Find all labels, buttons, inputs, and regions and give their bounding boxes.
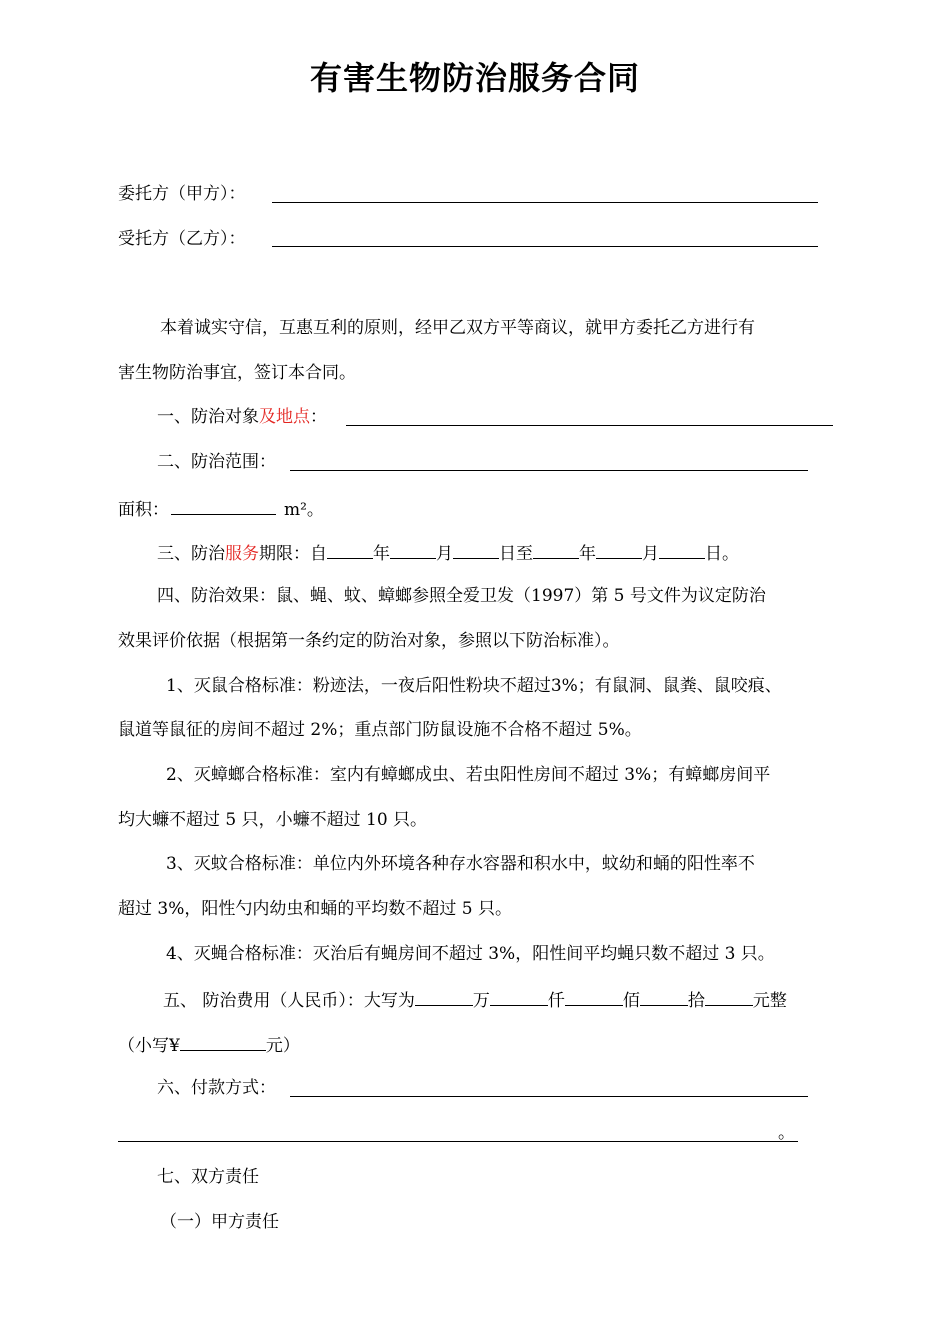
item6-row [157,1077,276,1099]
item6-blank[interactable] [290,1096,808,1097]
fee-small-label: （小写¥ [118,1036,180,1056]
area-blank[interactable] [171,496,276,515]
end-year-label: 年 [579,544,596,564]
item6-end-mark: 。 [778,1123,795,1143]
item7-heading: 七、双方责任 [157,1167,259,1187]
item3-row [157,540,739,565]
area-row [118,496,324,521]
party-a-blank[interactable] [272,202,818,203]
item1-label-colon: ： [310,407,327,427]
item1-row [157,406,327,428]
party-b-label: 受托方（乙方）： [118,229,246,249]
fee-shi-blank[interactable] [640,987,688,1006]
intro-paragraph-line2: 害生物防治事宜，签订本合同。 [118,363,356,383]
party-b-blank[interactable] [272,246,818,247]
standard-cockroach-line1: 2、灭蟑螂合格标准：室内有蟑螂成虫、若虫阳性房间不超过 3%；有蟑螂房间平 [166,765,771,785]
standard-mosquito-line2: 超过 3%，阳性勺内幼虫和蛹的平均数不超过 5 只。 [118,899,512,919]
end-month-blank[interactable] [596,540,642,559]
fee-bai-label: 佰 [622,991,640,1011]
end-month-label: 月 [642,544,659,564]
area-label: 面积： [118,500,169,520]
party-b-row [118,228,246,250]
start-month-blank[interactable] [390,540,436,559]
fee-qian-label: 仟 [547,991,565,1011]
item2-label: 二、防治范围： [157,452,276,472]
area-unit: m²。 [284,500,324,520]
item4-line2: 效果评价依据（根据第一条约定的防治对象，参照以下防治标准）。 [118,631,620,651]
end-day-label: 日。 [705,544,739,564]
fee-wan-blank[interactable] [415,987,473,1006]
standard-fly-line: 4、灭蝇合格标准：灭治后有蝇房间不超过 3%，阳性间平均蝇只数不超过 3 只。 [166,944,775,964]
item2-blank[interactable] [290,470,808,471]
item3-label-highlight: 服务 [225,544,259,564]
intro-paragraph-line1: 本着诚实守信，互惠互利的原则，经甲乙双方平等商议，就甲方委托乙方进行有 [160,318,755,338]
item3-label: 三、防治 [157,544,225,564]
fee-yuan-blank[interactable] [705,987,753,1006]
document-title: 有害生物防治服务合同 [309,59,640,97]
standard-cockroach-line2: 均大蠊不超过 5 只，小蠊不超过 10 只。 [118,810,428,830]
start-year-label: 年 [373,544,390,564]
fee-wan-label: 万 [472,991,490,1011]
fee-bai-blank[interactable] [565,987,623,1006]
item7-subheading-party-a: （一）甲方责任 [160,1212,279,1232]
item1-blank[interactable] [346,425,833,426]
fee-yuan-label: 元整 [752,991,787,1011]
item1-label-highlight: 及地点 [259,407,310,427]
fee-small-blank[interactable] [180,1032,266,1051]
fee-shi-label: 拾 [687,991,705,1011]
start-month-label: 月 [436,544,453,564]
item5-label: 五、 防治费用（人民币）：大写为 [163,991,415,1011]
end-day-blank[interactable] [659,540,705,559]
item6-blank-line2[interactable] [118,1141,798,1142]
item5-small-row [118,1032,300,1057]
party-a-row [118,183,246,205]
start-day-label: 日至 [499,544,533,564]
end-year-blank[interactable] [533,540,579,559]
start-day-blank[interactable] [453,540,499,559]
item2-row [157,451,276,473]
standard-rodent-line2: 鼠道等鼠征的房间不超过 2%；重点部门防鼠设施不合格不超过 5%。 [118,720,642,740]
fee-small-unit: 元） [265,1036,300,1056]
standard-rodent-line1: 1、灭鼠合格标准：粉迹法，一夜后阳性粉块不超过3%；有鼠洞、鼠粪、鼠咬痕、 [166,676,782,696]
party-a-label: 委托方（甲方）： [118,184,246,204]
fee-qian-blank[interactable] [490,987,548,1006]
standard-mosquito-line1: 3、灭蚊合格标准：单位内外环境各种存水容器和积水中，蚊幼和蛹的阳性率不 [166,854,755,874]
item6-label: 六、付款方式： [157,1078,276,1098]
item3-label-rest: 期限：自 [259,544,327,564]
item5-row [163,987,787,1012]
item4-line1: 四、防治效果：鼠、蝇、蚊、蟑螂参照全爱卫发（1997）第 5 号文件为议定防治 [157,586,766,606]
item1-label: 一、防治对象 [157,407,259,427]
start-year-blank[interactable] [327,540,373,559]
